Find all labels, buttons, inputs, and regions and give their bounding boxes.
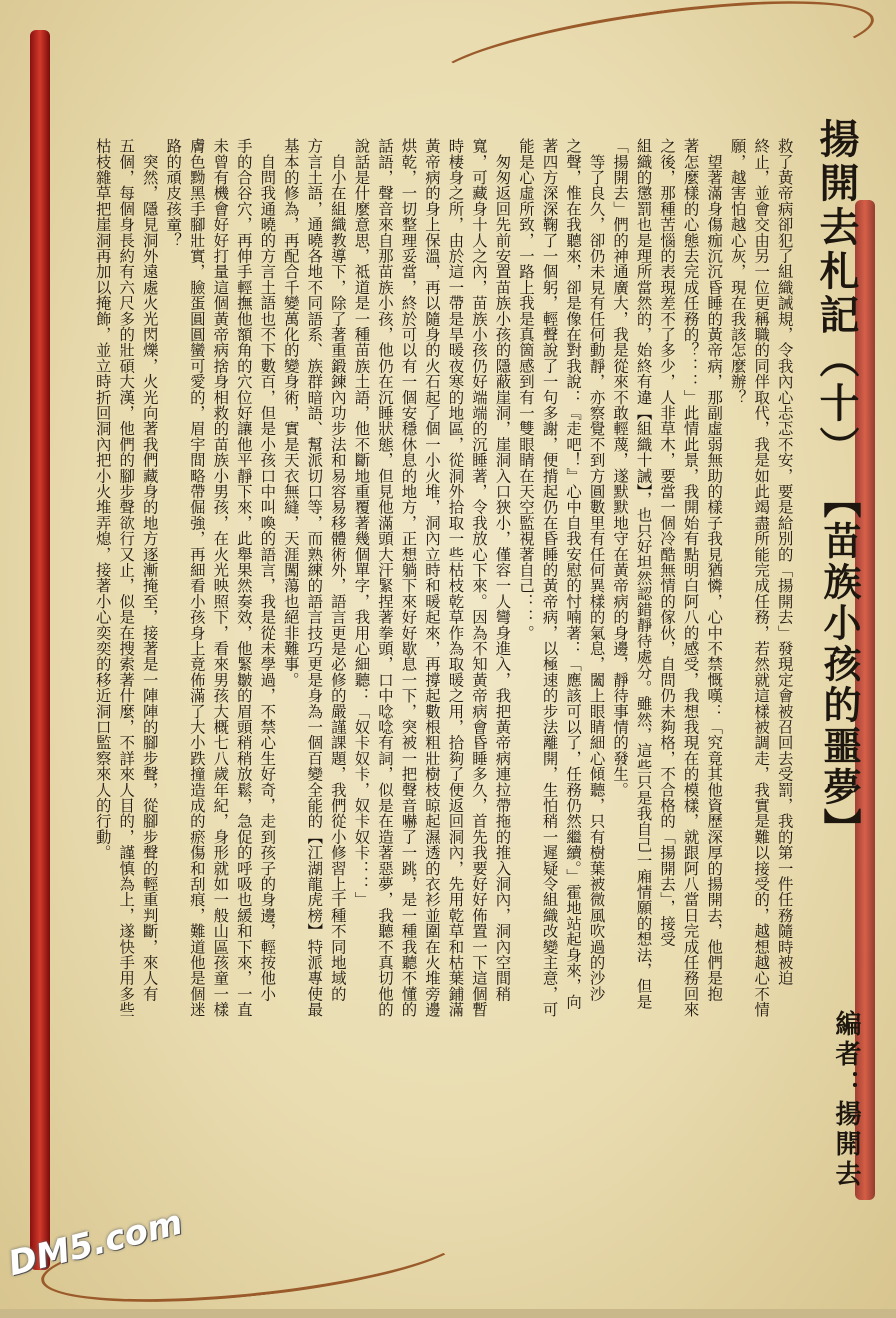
- body-column: 烘乾，一切整理妥當，終於可以有一個安穩休息的地方，正想躺下來好好歇息一下，突被一把聲音嚇了一跳，是一種我聽不懂的: [399, 138, 418, 1018]
- body-column: 望著滿身傷痂沉沉昏睡的黃帝病，那副虛弱無助的樣子我見猶憐，心中不禁慨嘆：「究竟其他資歷深厚的揚開去，他們是抱: [705, 138, 724, 1002]
- body-column: 手的合谷穴，再伸手輕撫他額角的穴位好讓他平靜下來，此舉果然奏效，他緊皺的眉頭稍稍放鬆，急促的呼吸也緩和下來，一直: [234, 138, 253, 1018]
- body-column: 組織的懲罰也是理所當然的，始終有違【組織十誡】，也只好坦然認錯靜待處分。雖然，這些只是我自己一廂情願的想法，但是: [634, 138, 653, 1010]
- body-column: 枯枝雜草把崖洞再加以掩飾，並立時折回洞內把小火堆弄熄，接著小心奕奕的移近洞口監察來人的行動。: [93, 138, 112, 861]
- body-column: 說話是什麼意思，祗道是一種苗族土語，他不斷地重覆著幾個單字，我用心細聽：「奴卡奴卡，奴卡奴卡：：」: [352, 138, 371, 908]
- body-column: 方言土語，通曉各地不同語系、族群暗語、幫派切口等，而熟練的語言技巧更是身為一個百變全能的【江湖龍虎榜】特派專使最: [305, 138, 324, 1018]
- article-title: 揚開去札記（十）: [813, 118, 859, 470]
- body-column: 能是心虛所致，一路上我是真箇感到有一雙眼睛在天空監視著自己：：。: [517, 138, 535, 641]
- body-column: 五個，每個身長約有六尺多的壯碩大漢，他們的腳步聲欲行又止，似是在搜索著什麼，不詳來人目的，謹慎為上，遂快手用多些: [117, 138, 136, 1018]
- body-column: 等了良久，卻仍未見有任何動靜，亦察覺不到方圓數里有任何異樣的氣息，闔上眼睛細心傾聽，只有樹葉被微風吹過的沙沙: [587, 138, 606, 1002]
- body-column: 寬，可藏身十人之內，苗族小孩仍好端端的沉睡著，令我放心下來。因為不知黃帝病會昏睡多久，首先我要好好佈置一下這個暫: [469, 138, 488, 1018]
- body-column: 基本的修為，再配合千變萬化的變身術，實是天衣無縫，天涯闖蕩也絕非難事。: [281, 138, 300, 688]
- body-column: 終止，並會交由另一位更稱職的同伴取代，我是如此竭盡所能完成任務，若然就這樣被調走，我實是難以接受的，越想越心不情: [752, 138, 771, 1018]
- body-column: 自問我通曉的方言土語也不下數百，但是小孩口中叫喚的語言，我是從未學過，不禁心生好奇，走到孩子的身邊，輕按他小: [258, 138, 277, 1002]
- article-author: 編者：揚開去: [831, 1010, 861, 1190]
- body-column: 話語，聲音來自那苗族小孩，他仍在沉睡狀態，但見他滿頭大汗緊捏著拳頭，口中唸唸有詞，似是在造著惡夢，我聽不真切他的: [375, 138, 394, 1018]
- body-column: 突然，隱見洞外遠處火光閃爍，火光向著我們藏身的地方逐漸掩至，接著是一陣陣的腳步聲，從腳步聲的輕重判斷，來人有: [140, 138, 159, 1002]
- body-column: 願，越害怕越心灰，現在我該怎麼辦？: [728, 138, 747, 405]
- site-watermark: DM5.com: [4, 1202, 187, 1285]
- body-column: 未曾有機會好好打量這個黃帝病捨身相救的苗族小男孩，在火光映照下，看來男孩大概七八歲年紀，身形就如一般山區孩童一樣: [211, 138, 230, 1018]
- body-column: 匆匆返回先前安置苗族小孩的隱蔽崖洞，崖洞入口狹小，僅容一人彎身進入，我把黃帝病連拉帶拖的推入洞內，洞內空間稍: [493, 138, 512, 1002]
- article-subtitle: 【苗族小孩的噩夢】: [817, 480, 861, 849]
- body-column: 之後，那種苦惱的表現差不了多少，人非草木，要當一個冷酷無情的傢伙，自問仍未夠格，不合格的「揚開去」，接受: [658, 138, 677, 947]
- body-column: 著四方深深鞠了一個躬，輕聲說了一句多謝，便揹起仍在昏睡的黃帝病，以極速的步法離開，生怕稍一遲疑令組織改變主意，可: [540, 138, 559, 1018]
- body-column: 路的頑皮孩童？: [164, 138, 183, 248]
- body-column: 「揚開去」們的神通廣大，我是從來不敢輕蔑，遂默默地守在黃帝病的身邊，靜待事情的發生。: [611, 138, 630, 798]
- body-column: 著怎麼樣的心態去完成任務的？：：」此情此景，我開始有點明白阿八的感受，我想我現在的模樣，就跟阿八當日完成任務回來: [681, 138, 700, 1018]
- body-column: 膚色黝黑手腳壯實，臉蛋圓圓蠻可愛的，眉宇間略帶倔強，再細看小孩身上竟佈滿了大小跌撞造成的瘀傷和刮痕，難道他是個迷: [187, 138, 206, 1018]
- body-column: 自小在組織教導下，除了著重鍛鍊內功步法和易容易移體術外，語言更是必修的嚴謹課題，我們從小修習上千種不同地域的: [328, 138, 347, 1002]
- body-column: 救了黃帝病卻犯了組織誡規，令我內心忐忑不安，要是給別的「揚開去」發現定會被召回去受罰，我的第一件任務隨時被迫: [775, 138, 794, 986]
- body-column: 之聲，惟在我聽來，卻是像在對我說：『走吧！』心中自我安慰的忖喃著：「應該可以了，任務仍然繼續。」霍地站起身來，向: [564, 138, 583, 1010]
- body-column: 時棲身之所，由於這一帶是旱暖夜寒的地區，從洞外拾取一些枯枝乾草作為取暖之用，拾夠了便返回洞內，先用乾草和枯葉鋪滿: [446, 138, 465, 1018]
- body-column: 黃帝病的身上保溫，再以隨身的火石起了個一小火堆，洞內立時和暖起來，再撐起數根粗壯樹枝晾起濕透的衣衫並圍在火堆旁邊: [422, 138, 441, 1018]
